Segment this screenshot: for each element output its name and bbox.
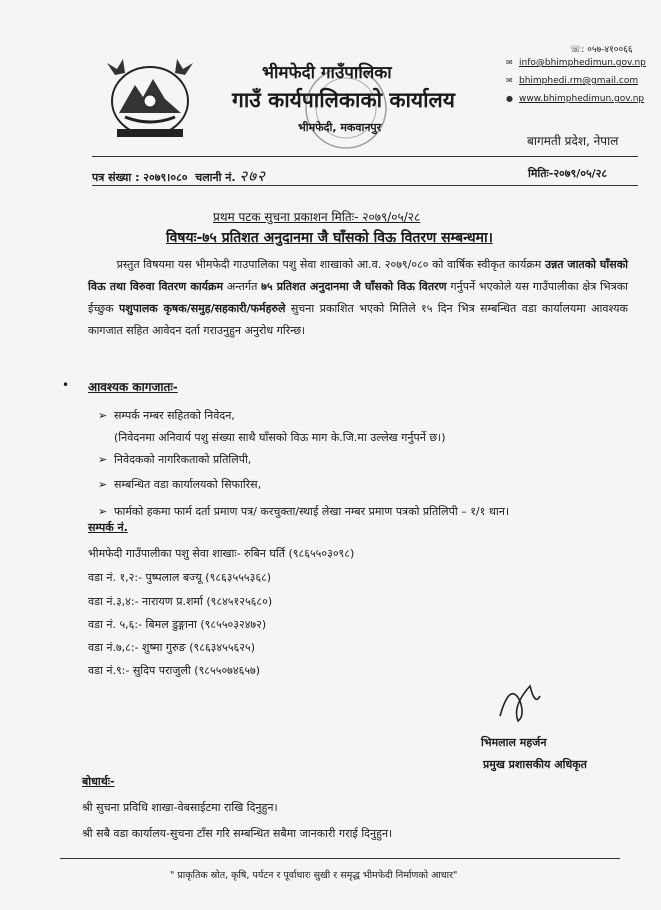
signature-icon bbox=[490, 676, 550, 726]
contact-line: वडा नं.७,८:- शुष्मा गुरुङ (९८६३४५५६२५) bbox=[88, 641, 255, 654]
documents-heading: आवश्यक कागजातः- bbox=[88, 380, 178, 394]
document-item: ➢ सम्बन्धित वडा कार्यालयको सिफारिस, bbox=[98, 478, 262, 491]
contact-line: वडा नं. १,२:- पुष्पलाल बज्यू (९८६३५५५३६८) bbox=[88, 571, 272, 584]
notice-subject: विषयः-७५ प्रतिशत अनुदानमा जै घाँसको विऊ वितरण सम्बन्धमा। bbox=[166, 230, 493, 246]
contact-line: भीमफेदी गाउँपालीका पशु सेवा शाखाः- रुबिन घर्ति (९८६५५०३०९८) bbox=[88, 547, 355, 560]
arrow-bullet-icon: ➢ bbox=[98, 478, 108, 491]
header-divider-bottom bbox=[92, 185, 638, 186]
dispatch-number-handwritten: २७२ bbox=[239, 167, 266, 185]
province-label: बागमती प्रदेश, नेपाल bbox=[527, 134, 619, 148]
cc-line: श्री सुचना प्रविधि शाखा-वेबसाईटमा राखि दिनुहुन। bbox=[82, 801, 278, 814]
contact-line: वडा नं.३,४:- नारायण प्र.शर्मा (९८४५१२५६८०) bbox=[88, 595, 273, 608]
globe-icon: ● bbox=[506, 94, 513, 103]
nepal-emblem-icon bbox=[95, 55, 205, 143]
email-icon: ✉ bbox=[506, 76, 513, 85]
email-icon: ✉ bbox=[506, 58, 513, 67]
document-item: ➢ सम्पर्क नम्बर सहितको निवेदन, bbox=[98, 409, 235, 422]
document-item-note: (निवेदनमा अनिवार्य पशु संख्या साथै घाँसको विऊ माग के.जि.मा उल्लेख गर्नुपर्ने छ।) bbox=[114, 431, 446, 444]
notice-paragraph: प्रस्तुत विषयमा यस भीमफेदी गाउपालिका पशु सेवा शाखाको आ.व. २०७९/०८० को वार्षिक स्वीकृत कार्यक्रम उन्नत जातको घाँसको विऊ तथा विरुवा वितरण कार्यक्रम अन्तर्गत ७५ प्रतिशत अनुदानमा जै घाँसको विऊ वितरण गर्नुपर्ने भएकोले यस गाउँपालीका क्षेत्र भित्रका ईच्छुक पशुपालक कृषक/समुह/सहकारी/फर्महरुले सुचना प्रकाशित भएको मितिले १५ दिन भित्र सम्बन्धित वडा कार्यालयमा आवश्यक कागजात सहित आवेदन दर्ता गराउनुहुन अनुरोध गरिन्छ। bbox=[88, 258, 628, 337]
phone-number: ☏: ०५७-४१००६६ bbox=[570, 45, 633, 55]
signatory-name: भिमलाल महर्जन bbox=[481, 736, 547, 749]
header-divider-top bbox=[92, 156, 638, 157]
letter-date: मितिः-२०७९/०५/२८ bbox=[528, 167, 608, 180]
bullet-dot-icon: • bbox=[62, 378, 70, 392]
contact-line: वडा नं.९:- सुदिप पराजुली (९८५५०७४६५७) bbox=[88, 664, 261, 677]
org-address: भीमफेदी, मकवानपुर bbox=[298, 121, 382, 134]
footer-divider bbox=[60, 858, 620, 859]
reference-number: पत्र संख्या : २०७९।०८० चलानी नं. २७२ bbox=[92, 167, 266, 185]
publish-date: प्रथम पटक सुचना प्रकाशन मितिः- २०७९/०५/२८ bbox=[213, 210, 421, 224]
cc-heading: बोधार्थः- bbox=[82, 775, 115, 788]
email-link[interactable]: ✉ info@bhimphedimun.gov.np bbox=[506, 58, 646, 68]
footer-slogan: " प्राकृतिक स्रोत, कृषि, पर्यटन र पूर्वाधारः सुखी र समृद्ध भीमफेदी निर्माणको आधार" bbox=[170, 870, 458, 881]
org-name-line1: भीमफेदी गाउँपालिका bbox=[262, 63, 392, 83]
contact-line: वडा नं. ५,६:- बिमल डुङ्गाना (९८५५०३२४७२) bbox=[88, 618, 267, 631]
signatory-title: प्रमुख प्रशासकीय अधिकृत bbox=[483, 758, 587, 771]
document-item: ➢ फार्मको हकमा फार्म दर्ता प्रमाण पत्र/ करचुक्ता/स्थाई लेखा नम्बर प्रमाण पत्रको प्रतिलिपी – १/१ थान। bbox=[98, 505, 509, 518]
arrow-bullet-icon: ➢ bbox=[98, 505, 108, 518]
org-name-line2: गाउँ कार्यपालिकाको कार्यालय bbox=[232, 88, 455, 112]
arrow-bullet-icon: ➢ bbox=[98, 409, 108, 422]
document-item: ➢ निवेदकको नागरिकताको प्रतिलिपी, bbox=[98, 453, 252, 466]
cc-line: श्री सबै वडा कार्यालय-सुचना टाँस गरि सम्बन्धित सबैमा जानकारी गराई दिनुहुन। bbox=[82, 827, 393, 840]
website-link[interactable]: ● www.bhimphedimun.gov.np bbox=[506, 94, 645, 104]
arrow-bullet-icon: ➢ bbox=[98, 453, 108, 466]
contacts-heading: सम्पर्क नं. bbox=[88, 521, 128, 534]
email2-link[interactable]: ✉ bhimphedi.rm@gmail.com bbox=[506, 76, 639, 86]
